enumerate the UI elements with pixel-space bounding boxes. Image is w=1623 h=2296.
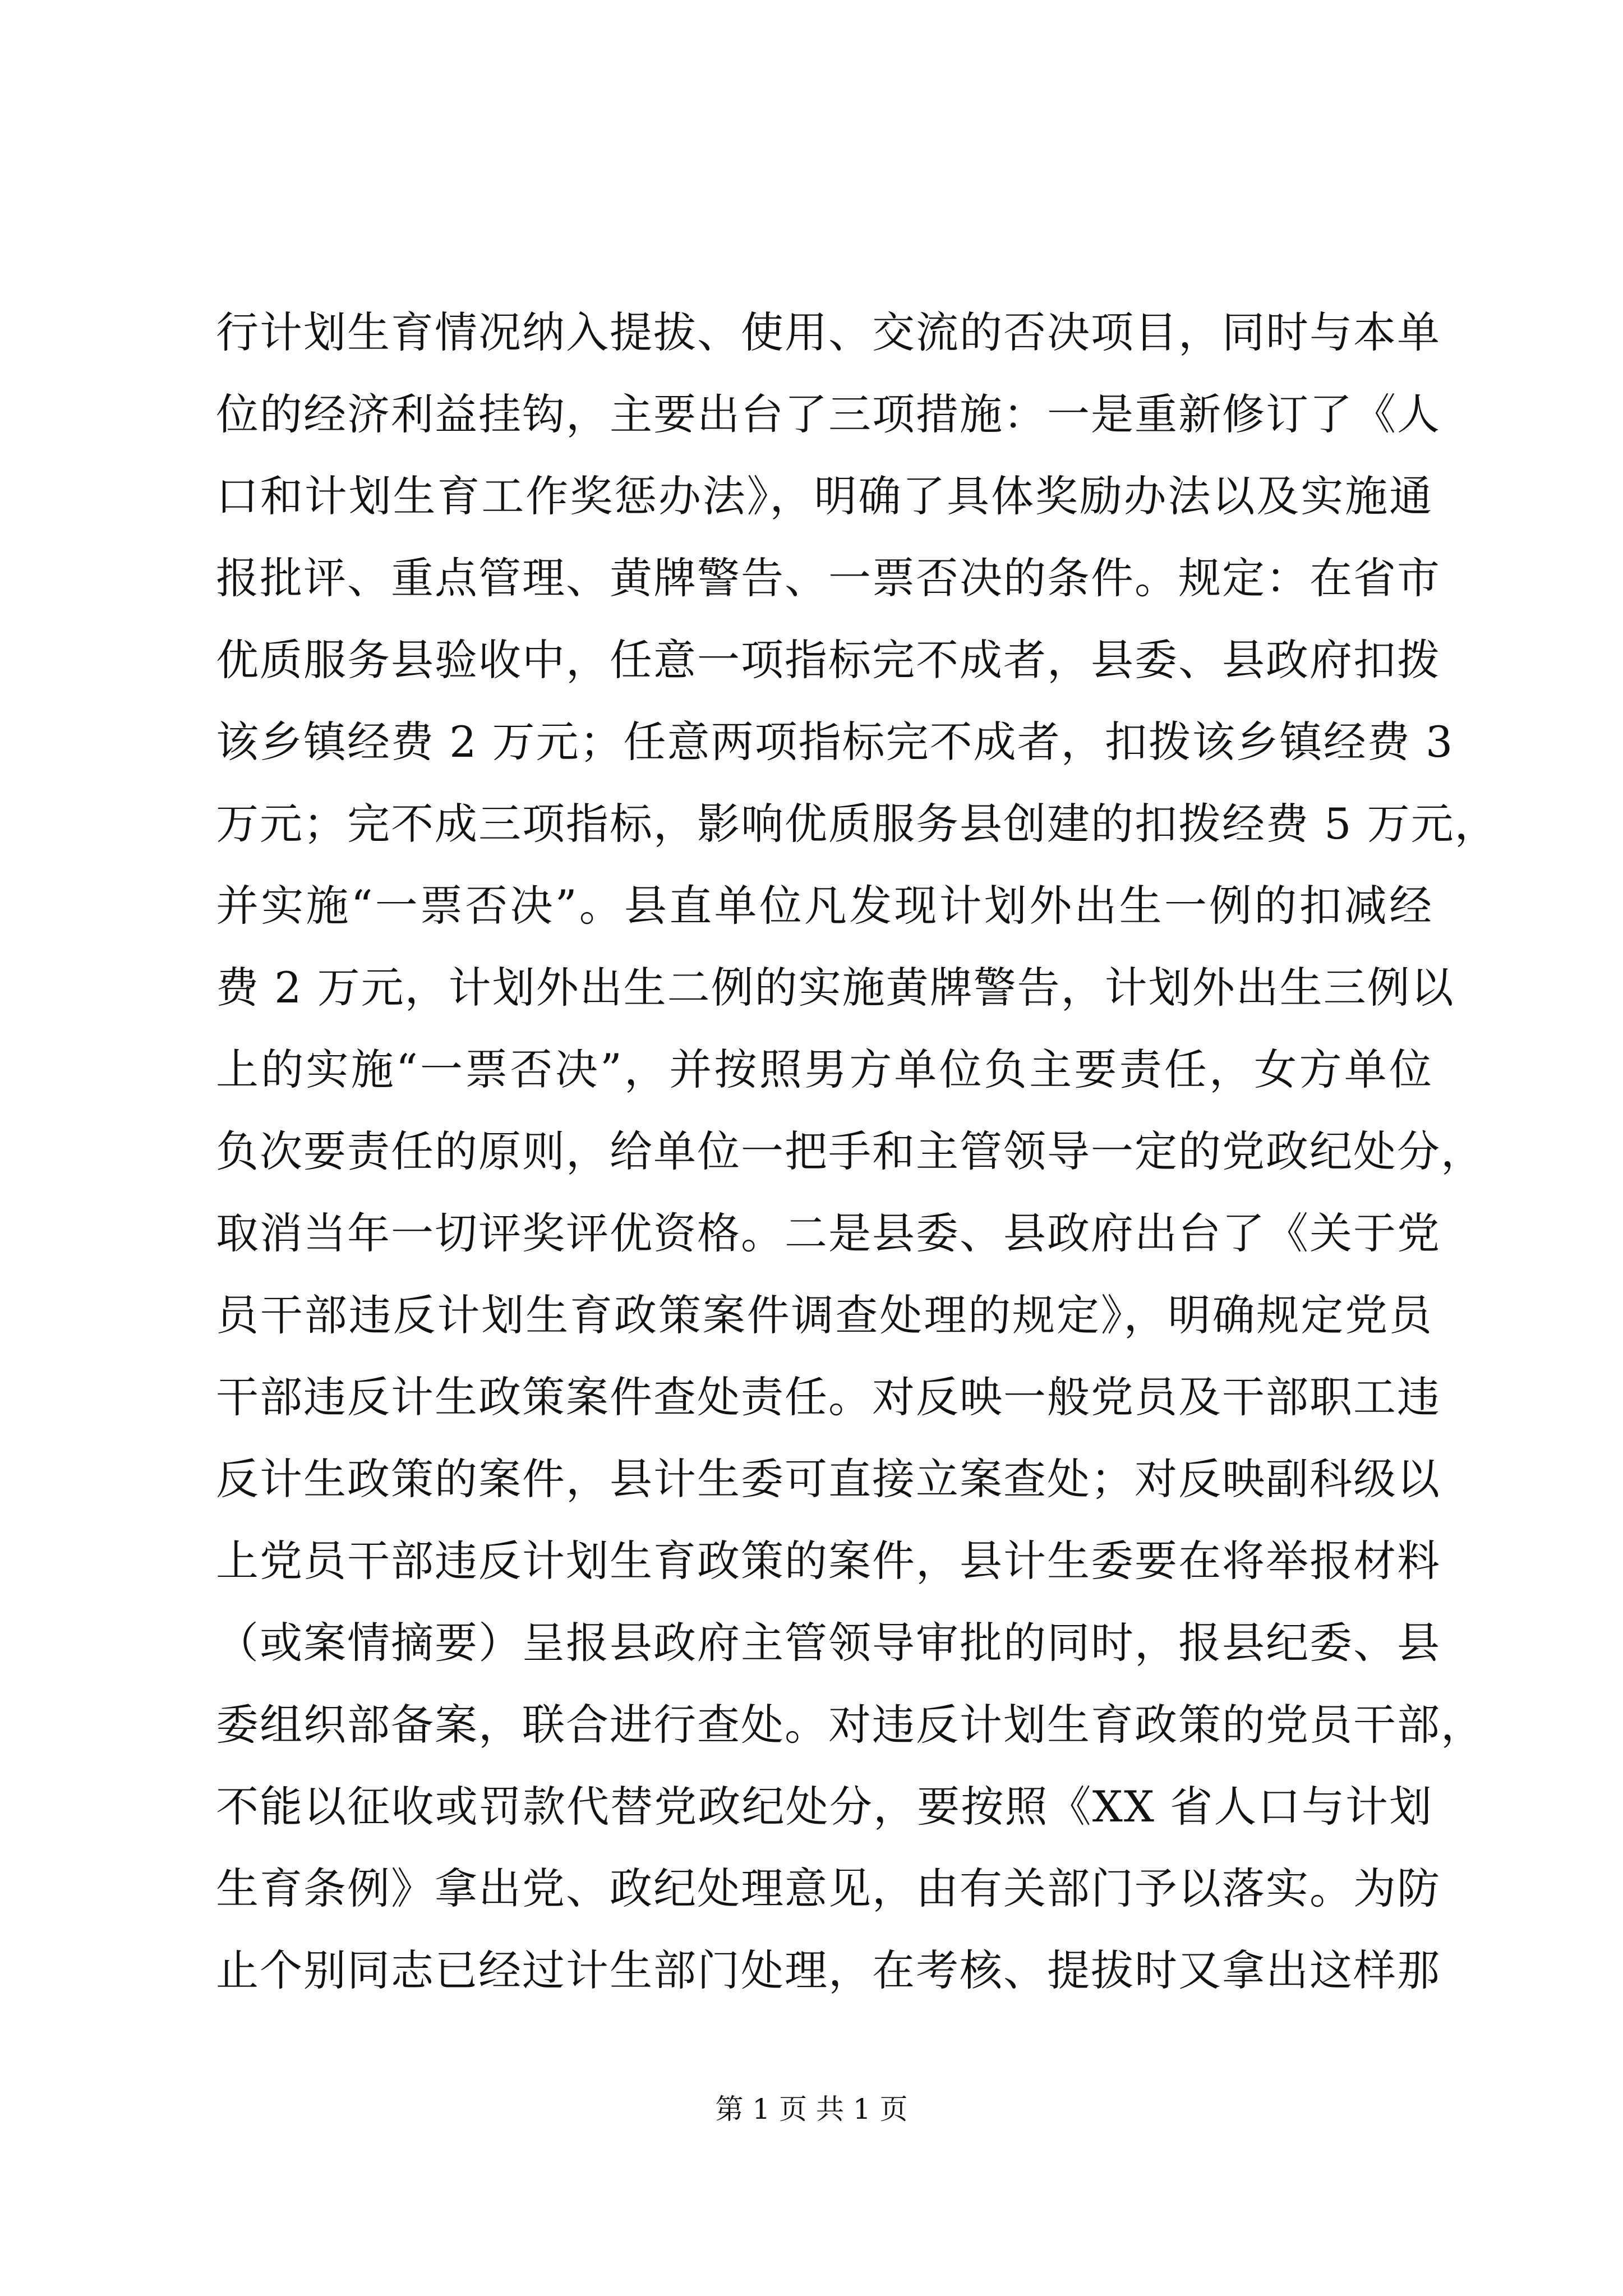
text-line: 干部违反计生政策案件查处责任。对反映一般党员及干部职工违 <box>216 1372 1441 1422</box>
page-footer <box>0 2090 1623 2129</box>
text-line: 上党员干部违反计划生育政策的案件，县计生委要在将举报材料 <box>216 1536 1441 1586</box>
text-line: 位的经济利益挂钩，主要出台了三项措施：一是重新修订了《人 <box>216 389 1441 439</box>
text-line: 并实施“一票否决”。县直单位凡发现计划外出生一例的扣减经 <box>216 881 1433 931</box>
text-line: （或案情摘要）呈报县政府主管领导审批的同时，报县纪委、县 <box>216 1618 1441 1668</box>
text-line: 费 2 万元，计划外出生二例的实施黄牌警告，计划外出生三例以 <box>216 963 1455 1013</box>
text-line: 不能以征收或罚款代替党政纪处分，要按照《XX 省人口与计划 <box>216 1782 1433 1832</box>
text-line: 止个别同志已经过计生部门处理，在考核、提拔时又拿出这样那 <box>216 1945 1441 1995</box>
text-line: 取消当年一切评奖评优资格。二是县委、县政府出台了《关于党 <box>216 1208 1441 1258</box>
page-number-label: 第 1 页 共 1 页 <box>715 2093 908 2125</box>
text-line: 负次要责任的原则，给单位一把手和主管领导一定的党政纪处分， <box>216 1126 1484 1176</box>
text-line: 反计生政策的案件，县计生委可直接立案查处；对反映副科级以 <box>216 1454 1441 1504</box>
body-text <box>216 292 1498 2012</box>
text-line: 口和计划生育工作奖惩办法》，明确了具体奖励办法以及实施通 <box>216 471 1433 521</box>
text-line: 行计划生育情况纳入提拔、使用、交流的否决项目，同时与本单 <box>216 307 1441 357</box>
text-line: 优质服务县验收中，任意一项指标完不成者，县委、县政府扣拨 <box>216 635 1441 685</box>
text-line: 万元；完不成三项指标，影响优质服务县创建的扣拨经费 5 万元， <box>216 799 1498 849</box>
text-line: 报批评、重点管理、黄牌警告、一票否决的条件。规定：在省市 <box>216 553 1441 603</box>
text-line: 该乡镇经费 2 万元；任意两项指标完不成者，扣拨该乡镇经费 3 <box>216 717 1454 767</box>
text-line: 员干部违反计划生育政策案件调查处理的规定》，明确规定党员 <box>216 1290 1433 1340</box>
text-line: 委组织部备案，联合进行查处。对违反计划生育政策的党员干部， <box>216 1700 1484 1750</box>
text-line: 生育条例》拿出党、政纪处理意见，由有关部门予以落实。为防 <box>216 1864 1441 1913</box>
text-line: 上的实施“一票否决”，并按照男方单位负主要责任，女方单位 <box>216 1045 1433 1094</box>
